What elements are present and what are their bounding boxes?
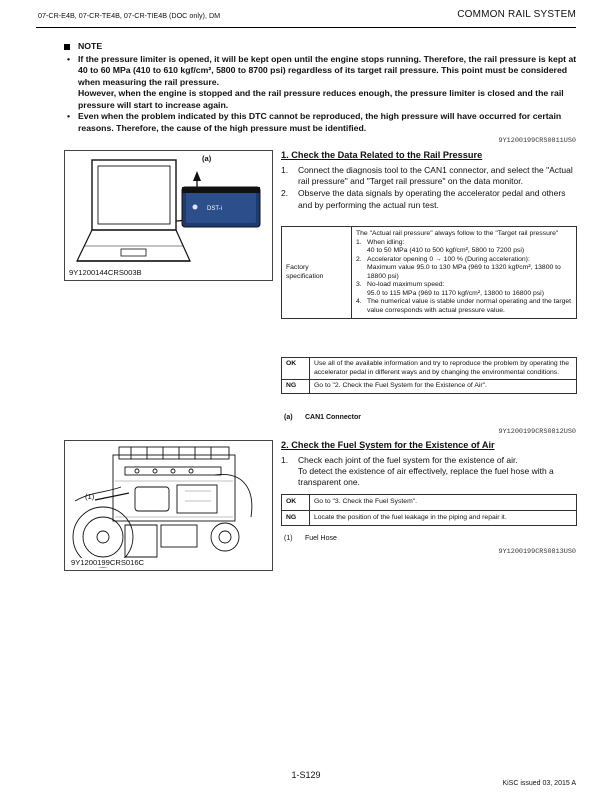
step-text: Check each joint of the fuel system for the existence of air.	[298, 455, 518, 465]
spec-item	[356, 281, 572, 290]
ng-text: Locate the position of the fuel leakage in the piping and repair it.	[310, 510, 577, 526]
spec-intro: The "Actual rail pressure" always follow to the "Target rail pressure"	[356, 230, 559, 237]
figure-callout-1: (1)	[85, 492, 95, 501]
figure-callout-a: (a)	[202, 154, 212, 163]
ok-key: OK	[282, 495, 310, 511]
spec-item-number: 1.	[356, 238, 362, 246]
figure-id-2: 9Y1200199CRS016C	[71, 558, 145, 567]
spec-item-value: Maximum value 95.0 to 130 MPa (969 to 1320 kgf/cm², 13800 to 18800 psi)	[367, 264, 561, 280]
spec-item	[356, 256, 572, 265]
issue-info: KiSC issued 03, 2015 A	[502, 780, 576, 787]
step-number: 1.	[281, 165, 289, 175]
section-1-step-2	[281, 188, 579, 210]
spec-item-text: The numerical value is stable under normal operating and the target value corresponds with actual pressure value.	[367, 298, 572, 314]
header-models: 07-CR-E4B, 07-CR-TE4B, 07-CR-TIE4B (DOC only), DM	[38, 11, 221, 20]
spec-values	[352, 227, 577, 319]
ng-key: NG	[282, 380, 310, 394]
header-rule	[36, 27, 576, 28]
spec-item	[356, 298, 572, 315]
note-title-row	[64, 41, 584, 53]
svg-text:DST-i: DST-i	[207, 206, 222, 212]
section-2-ok-ng-table	[281, 494, 577, 526]
figure-engine	[64, 440, 273, 571]
figure-diagnosis-tool	[64, 150, 273, 281]
legend-key: (a)	[284, 414, 293, 421]
spec-item-number: 4.	[356, 298, 362, 305]
ng-text: Go to "2. Check the Fuel System for the Existence of Air".	[310, 380, 577, 394]
header-section: COMMON RAIL SYSTEM	[457, 9, 576, 20]
note-ref-code: 9Y1200199CRS0811US0	[498, 137, 576, 145]
ok-text: Use all of the available information and try to reproduce the problem by operating the accelerator pedal in different ways and by changing the environmental conditions.	[310, 358, 577, 380]
spec-item-value: 40 to 50 MPa (410 to 500 kgf/cm², 5800 to 7200 psi)	[367, 247, 525, 254]
spec-item	[356, 239, 572, 248]
legend-key: (1)	[284, 535, 293, 542]
engine-illustration	[65, 441, 274, 572]
note-bullet-1-continued: However, when the engine is stopped and the rail pressure reduces enough, the pressure limiter is closed and the rail pressure will start to increase again.	[78, 88, 564, 110]
note-bullet-1: • If the pressure limiter is opened, it will be kept open until the engine stops running. Therefore, the rail pressure is kept at 40 to 60 MPa (410 to 610 kgf/cm², 5800 to 8700 psi) regardless of its target rail pressure. This point must be considered when measuring the rail pressure.	[64, 54, 584, 89]
spec-table	[281, 226, 577, 319]
section-1-ref-code: 9Y1200199CRS0812US0	[498, 428, 576, 436]
section-2-step-1	[281, 455, 579, 489]
section-1-steps	[281, 165, 579, 211]
legend-text: CAN1 Connector	[304, 414, 361, 421]
note-bullet-2: • Even when the problem indicated by this DTC cannot be reproduced, the high pressure will have occurred for certain reasons. Therefore, the cause of the high pressure must be identified.	[64, 111, 584, 134]
step-number: 2.	[281, 188, 289, 199]
spec-item-number: 3.	[356, 281, 362, 288]
figure-id-1: 9Y1200144CRS003B	[69, 268, 142, 277]
page-number: 1-S129	[291, 770, 321, 780]
section-1-step-1	[281, 165, 579, 187]
step-text: Connect the diagnosis tool to the CAN1 connector, and select the "Actual rail pressure" and "Target rail pressure" on the data monitor.	[298, 165, 573, 187]
spec-item-text: Accelerator opening 0 → 100 % (During acceleration):	[367, 255, 530, 263]
step-text: Observe the data signals by operating the accelerator pedal and others and by performing the actual run test.	[298, 188, 566, 210]
square-bullet-icon	[64, 44, 70, 50]
section-1-ok-ng-table	[281, 357, 577, 394]
ok-key: OK	[282, 358, 310, 380]
spec-label: Factory specification	[282, 227, 352, 319]
step-text-detail: To detect the existence of air effectively, replace the fuel hose with a transparent one.	[298, 466, 554, 488]
section-2-ref-code: 9Y1200199CRS0813US0	[498, 548, 576, 556]
section-1-title: 1. Check the Data Related to the Rail Pressure	[281, 150, 483, 160]
laptop-diagnosis-illustration	[65, 151, 274, 282]
spec-item-text: No-load maximum speed:	[367, 281, 445, 288]
section-2-title: 2. Check the Fuel System for the Existence of Air	[281, 440, 495, 450]
spec-item-value: 95.0 to 115 MPa (969 to 1170 kgf/cm², 13800 to 16800 psi)	[367, 289, 544, 297]
step-number: 1.	[281, 455, 289, 465]
legend-text: Fuel Hose	[304, 535, 337, 542]
section-1-legend	[284, 414, 361, 421]
note-block	[64, 41, 584, 134]
ng-key: NG	[282, 510, 310, 526]
spec-item-number: 2.	[356, 255, 362, 263]
note-title: NOTE	[78, 41, 103, 51]
ok-text: Go to "3. Check the Fuel System".	[310, 495, 577, 511]
section-2-legend	[284, 535, 337, 542]
spec-item-text: When idling:	[367, 238, 405, 246]
